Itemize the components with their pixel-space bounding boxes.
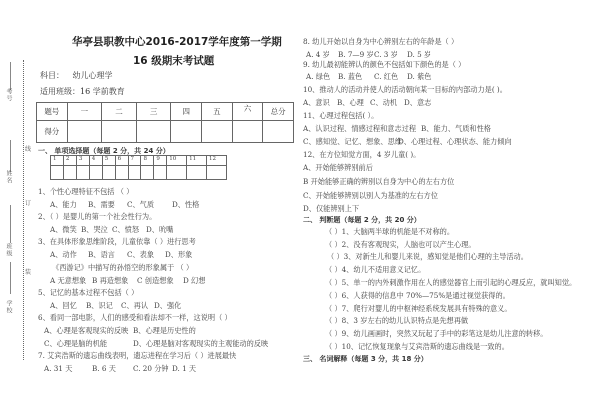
score-col: 三 xyxy=(136,103,171,121)
score-cell[interactable] xyxy=(136,121,171,143)
tf-item-3: （ ）3、对新生儿和婴儿来说，感知觉是他们心理的主导活动。 xyxy=(327,252,528,261)
q6-opt-d: D、心理是脑对客观现实的主观能动的反映 xyxy=(133,339,269,348)
question-5: 5、记忆的基本过程不包括（ ） xyxy=(38,288,139,297)
answer-grid-num: 11 xyxy=(187,156,207,166)
q4-opt-b: B 再造想象 xyxy=(92,276,129,285)
tf-item-8: （ ）8、3 岁左右的幼儿认识特点是先想再做 xyxy=(325,316,469,325)
question-2: 2、（ ）是婴儿的第一个社会性行为。 xyxy=(38,212,157,221)
answer-grid-num: 10 xyxy=(167,156,187,166)
bind-char: 装 xyxy=(25,269,32,276)
q9-opt-b: B. 蓝色 xyxy=(338,72,363,81)
answer-cell[interactable] xyxy=(76,166,89,180)
score-col: 四 xyxy=(171,103,202,121)
score-cell[interactable] xyxy=(171,121,202,143)
q1-opt-a: A、能力 xyxy=(50,200,77,209)
score-col: 总分 xyxy=(263,103,294,121)
q5-opt-a: A、回忆 xyxy=(50,301,77,310)
tf-item-5: （ ）5、单一的内外刺激作用在人的感觉器官上而引起的心理反应，就叫知觉。 xyxy=(325,278,577,287)
answer-cell[interactable] xyxy=(141,166,154,180)
score-cell[interactable] xyxy=(263,121,294,143)
field-label-exam-number: 考号 xyxy=(5,88,12,102)
q3-opt-d: D、形象 xyxy=(165,250,193,259)
section1-heading: 一、 单项选择题（每题 2 分，共 24 分） xyxy=(38,147,170,155)
binding-dotted-line xyxy=(23,60,24,360)
answer-grid-num: 4 xyxy=(89,156,102,166)
q5-opt-b: B、识记 xyxy=(86,301,113,310)
question-12: 12、在方位知觉方面，4 岁儿童( )。 xyxy=(303,150,421,159)
answer-cell[interactable] xyxy=(89,166,102,180)
q10-opt-d: D、意志 xyxy=(404,98,432,107)
score-col: 五 xyxy=(202,103,233,121)
score-cell[interactable] xyxy=(202,121,233,143)
q10-opt-b: B、心理 xyxy=(337,98,364,107)
answer-grid-num: 7 xyxy=(128,156,141,166)
subject-label: 科目： xyxy=(40,71,64,80)
answer-cell[interactable] xyxy=(128,166,141,180)
answer-grid-num: 3 xyxy=(76,156,89,166)
field-underline xyxy=(10,62,11,90)
q12-opt-c: C、开始能够辨别以别人为基准的左右方位 xyxy=(303,191,438,200)
field-label-name: 姓名 xyxy=(5,170,12,184)
answer-grid xyxy=(50,155,227,180)
answer-cell[interactable] xyxy=(207,166,227,180)
class-line: 适用班级：16 学前教育 xyxy=(40,87,125,96)
q4-opt-a: A 无意想象 xyxy=(50,276,87,285)
q2-opt-a: A、微笑 xyxy=(50,225,77,234)
question-8: 8. 幼儿开始以自身为中心辨别左右的年龄是（ ） xyxy=(303,37,459,46)
answer-cell[interactable] xyxy=(63,166,76,180)
subject-line xyxy=(40,70,113,81)
q6-opt-b: B、心理是历史性的 xyxy=(133,326,196,335)
q10-opt-c: C、动机 xyxy=(370,98,398,107)
answer-grid-num: 2 xyxy=(63,156,76,166)
q11-opt-a: A、认识过程、情感过程和意志过程 xyxy=(303,124,417,133)
answer-cell[interactable] xyxy=(187,166,207,180)
score-cell[interactable] xyxy=(102,121,137,143)
tf-item-10: （ ）10、记忆恢复现象与艾宾浩斯的遗忘曲线是一致的。 xyxy=(325,342,509,351)
q2-opt-c: C、愤怒 xyxy=(112,225,140,234)
section2-heading: 二、 判断题（每题 2 分，共 20 分） xyxy=(303,216,421,224)
bind-char: 订 xyxy=(25,200,32,207)
answer-grid-num: 6 xyxy=(115,156,128,166)
q2-opt-d: D、吮嘴 xyxy=(146,225,174,234)
score-col: 二 xyxy=(102,103,137,121)
field-underline xyxy=(10,262,11,294)
subject-value: 幼儿心理学 xyxy=(72,71,113,80)
q6-opt-a: A、心理是客观现实的反映 xyxy=(44,326,129,335)
q9-opt-a: A. 绿色 xyxy=(306,72,331,81)
q7-opt-b: B. 6 天 xyxy=(92,364,116,373)
q1-opt-d: D、性格 xyxy=(172,200,200,209)
field-underline xyxy=(10,205,11,243)
answer-cell[interactable] xyxy=(51,166,64,180)
q10-opt-a: A、意识 xyxy=(303,98,330,107)
q3-opt-b: B、语言 xyxy=(88,250,115,259)
field-underline xyxy=(10,140,11,172)
field-label-school: 学校 xyxy=(5,300,12,314)
score-cell[interactable] xyxy=(67,121,102,143)
q9-opt-c: C. 红色 xyxy=(374,72,399,81)
answer-grid-num: 1 xyxy=(51,156,64,166)
q7-opt-a: A. 31 天 xyxy=(44,364,73,373)
answer-grid-num: 12 xyxy=(207,156,227,166)
q8-opt-c: C. 3 岁 xyxy=(374,50,398,59)
question-9: 9. 幼儿最初能辨认的颜色不包括如下颜色的是（ ） xyxy=(303,60,466,69)
score-cell[interactable] xyxy=(232,121,263,143)
score-col: 六 xyxy=(232,103,263,121)
q8-opt-a: A. 4 岁 xyxy=(306,50,330,59)
score-col: 一 xyxy=(67,103,102,121)
score-table-row-header: 题号 xyxy=(37,103,68,121)
q11-opt-b: B、能力、气质和性格 xyxy=(421,124,491,133)
score-row-label: 得分 xyxy=(37,121,68,143)
question-7: 7. 艾宾浩斯的遗忘曲线表明，遗忘进程在学习后（ ）进展最快 xyxy=(38,351,237,360)
question-11: 11、心理过程包括( ）。 xyxy=(303,111,379,120)
answer-cell[interactable] xyxy=(102,166,115,180)
q12-opt-a: A、开始能够辨别前后 xyxy=(303,163,373,172)
q9-opt-d: D. 紫色 xyxy=(407,72,432,81)
answer-cell[interactable] xyxy=(167,166,187,180)
answer-grid-num: 9 xyxy=(154,156,167,166)
section3-heading: 三、 名词解释（每题 3 分，共 18 分） xyxy=(303,355,428,363)
q4-opt-d: D 幻想 xyxy=(183,276,206,285)
q11-opt-d: D、心理过程、心理状态、能力倾向 xyxy=(398,137,512,146)
bind-char: 线 xyxy=(25,146,32,153)
exam-subtitle: 16 级期末考试题 xyxy=(133,55,215,67)
tf-item-6: （ ）6、人获得的信息中 70%—75%是通过视觉获得的。 xyxy=(325,291,510,300)
q5-opt-c: C、再认 xyxy=(121,301,149,310)
q1-opt-b: B、需要 xyxy=(88,200,115,209)
answer-cell[interactable] xyxy=(154,166,167,180)
q5-opt-d: D、强化 xyxy=(154,301,182,310)
q4-opt-c: C 创造想象 xyxy=(137,276,174,285)
question-6: 6、看同一部电影，人们的感受和看法却不一样，这说明（ ） xyxy=(38,313,232,322)
tf-item-9: （ ）9、幼儿画画时，突然又玩起了手中的彩笔这是幼儿注意的转移。 xyxy=(325,329,548,338)
question-1: 1、个性心理特征不包括 （ ） xyxy=(38,187,134,196)
question-3: 3、在具体形象思维阶段，儿童依靠（ ）进行思考 xyxy=(38,237,196,246)
answer-cell[interactable] xyxy=(115,166,128,180)
tf-item-1: （ ）1、大脑两半球的机能是不对称的。 xyxy=(325,227,455,236)
q1-opt-c: C、气质 xyxy=(127,200,155,209)
q12-opt-d: D、仅能辨别上下 xyxy=(303,204,360,213)
tf-item-7: （ ）7、爬行对婴儿的中枢神经系统发展具有特殊的意义。 xyxy=(325,304,512,313)
exam-title: 华亭县职教中心2016-2017学年度第一学期 xyxy=(72,36,282,48)
q7-opt-d: D. 1 天 xyxy=(172,364,197,373)
q6-opt-c: C、心理是脑的机能 xyxy=(44,339,108,348)
q8-opt-b: B. 7—9 岁 xyxy=(338,50,374,59)
tf-item-4: （ ）4、幼儿不适用意义记忆。 xyxy=(325,265,426,274)
score-table xyxy=(36,102,294,143)
question-4: 《西游记》中描写的孙悟空的形象属于 （ ） xyxy=(52,263,194,272)
q3-opt-a: A、动作 xyxy=(50,250,77,259)
answer-grid-num: 8 xyxy=(141,156,154,166)
q3-opt-c: C、表象 xyxy=(127,250,155,259)
question-10: 10、推动人的活动并使人的活动朝向某一目标的内部动力是( )。 xyxy=(303,85,507,94)
q12-opt-b: B 开始能够正确的辨别以自身为中心的左右方位 xyxy=(303,177,455,186)
q2-opt-b: B、哭泣 xyxy=(81,225,108,234)
answer-grid-num: 5 xyxy=(102,156,115,166)
field-label-class: 班级 xyxy=(5,243,12,257)
q7-opt-c: C. 20 分钟 xyxy=(133,364,169,373)
q8-opt-d: D. 5 岁 xyxy=(407,50,432,59)
tf-item-2: （ ）2、没有客观现实，人脑也可以产生心理。 xyxy=(325,240,476,249)
q11-opt-c: C、感知觉、记忆、想象、思维 xyxy=(303,137,402,146)
